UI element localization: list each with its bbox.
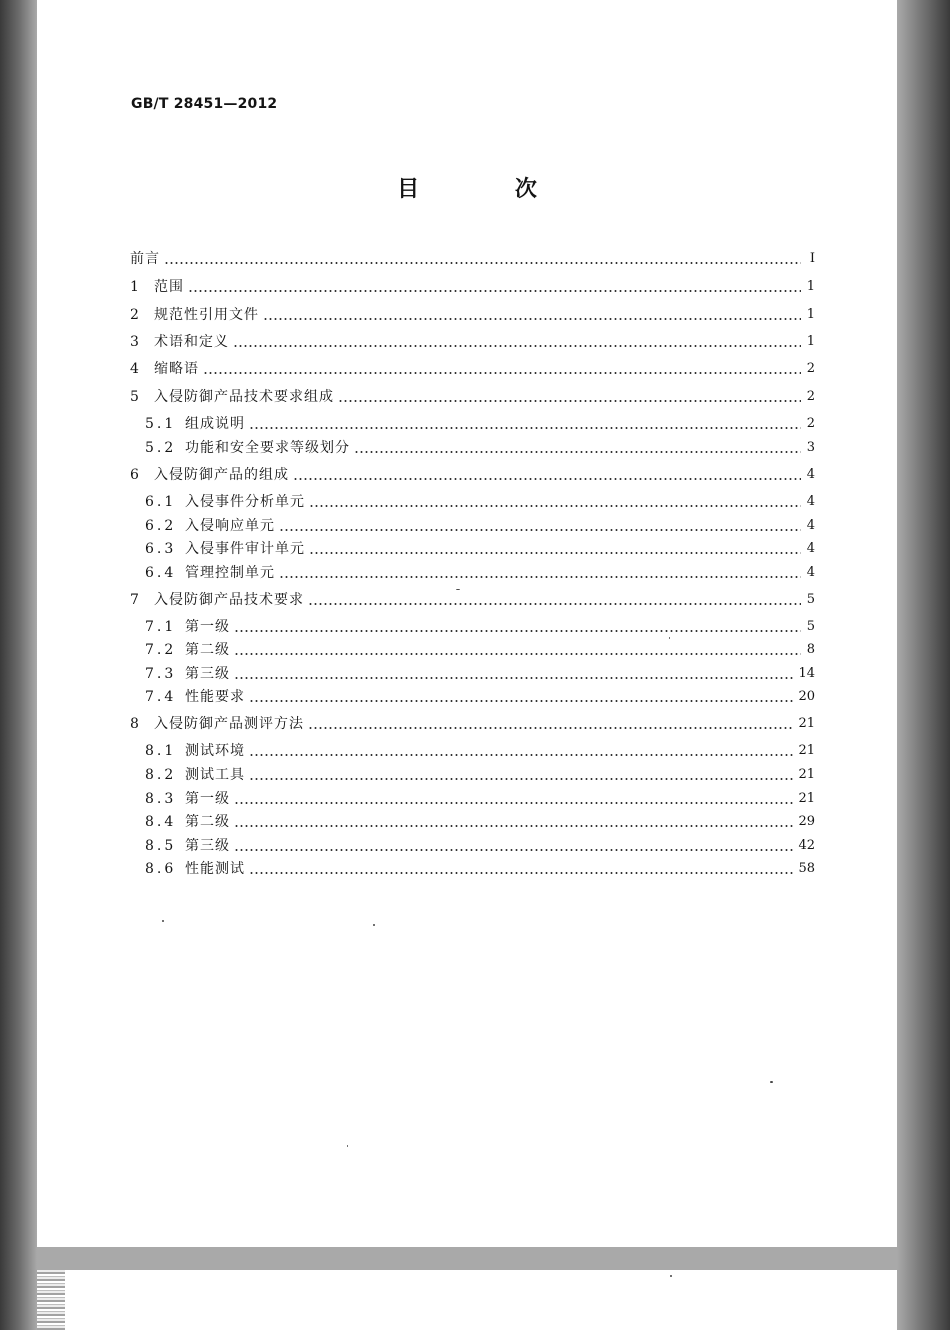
toc-entry-number: 6 <box>130 467 139 483</box>
toc-entry-label: 测试环境 <box>185 743 245 759</box>
toc-entry-page: 1 <box>806 307 815 322</box>
toc-entry-label: 范围 <box>154 279 184 295</box>
toc-entry-page: 58 <box>798 861 815 876</box>
dot-leader <box>249 754 794 756</box>
toc-entry-label: 规范性引用文件 <box>154 307 259 323</box>
toc-entry-label: 前言 <box>130 251 160 267</box>
toc-entry-page: 5 <box>806 592 815 607</box>
dot-leader <box>309 505 801 507</box>
toc-title: 目 次 <box>397 177 581 202</box>
toc-entry-label: 入侵响应单元 <box>185 518 275 534</box>
dot-leader <box>263 318 801 320</box>
toc-entry[interactable] <box>130 387 815 407</box>
scan-speck <box>770 1081 773 1083</box>
dot-leader <box>203 372 801 374</box>
toc-entry-page: 20 <box>798 689 815 704</box>
toc-entry[interactable] <box>130 332 815 352</box>
toc-entry[interactable] <box>145 859 815 879</box>
dot-leader <box>354 451 801 453</box>
toc-entry-page: 2 <box>806 389 815 404</box>
toc-entry-number: 2 <box>130 307 139 323</box>
toc-entry-page: 21 <box>798 743 815 758</box>
toc-entry-label: 术语和定义 <box>154 334 229 350</box>
toc-entry-page: I <box>809 251 815 266</box>
toc-entry-number: 8.6 <box>145 861 177 877</box>
toc-entry-page: 29 <box>798 814 815 829</box>
dot-leader <box>249 700 794 702</box>
dot-leader <box>164 262 801 264</box>
toc-entry-page: 42 <box>798 838 815 853</box>
dot-leader <box>249 778 794 780</box>
toc-entry-number: 7.2 <box>145 642 177 658</box>
toc-entry-label: 组成说明 <box>185 416 245 432</box>
toc-entry-label: 入侵防御产品技术要求 <box>154 592 304 608</box>
toc-entry-page: 4 <box>806 518 815 533</box>
toc-entry-label: 第一级 <box>185 791 230 807</box>
toc-entry-page: 14 <box>798 666 815 681</box>
dot-leader <box>234 825 794 827</box>
standard-code: GB/T 28451—2012 <box>131 96 278 112</box>
document-page <box>37 0 897 1247</box>
dot-leader <box>234 630 801 632</box>
toc-entry-label: 入侵事件审计单元 <box>185 541 305 557</box>
toc-entry-page: 1 <box>806 334 815 349</box>
dot-leader <box>188 290 801 292</box>
toc-entry-number: 7.1 <box>145 619 177 635</box>
toc-entry-number: 8.1 <box>145 743 177 759</box>
toc-entry-label: 入侵事件分析单元 <box>185 494 305 510</box>
toc-entry[interactable] <box>130 714 815 734</box>
dot-leader <box>233 345 801 347</box>
dot-leader <box>309 552 801 554</box>
toc-entry[interactable] <box>130 359 815 379</box>
toc-entry-number: 8.2 <box>145 767 177 783</box>
toc-entry[interactable] <box>145 640 815 660</box>
toc-entry-number: 6.1 <box>145 494 177 510</box>
toc-entry-page: 8 <box>806 642 815 657</box>
toc-entry[interactable] <box>145 539 815 559</box>
dot-leader <box>234 677 794 679</box>
toc-entry-page: 4 <box>806 494 815 509</box>
toc-entry[interactable] <box>145 617 815 637</box>
dot-leader <box>308 727 794 729</box>
toc-entry-number: 7 <box>130 592 139 608</box>
toc-entry-page: 4 <box>806 565 815 580</box>
scan-speck <box>347 1145 348 1147</box>
toc-entry-page: 1 <box>806 279 815 294</box>
dot-leader <box>249 872 794 874</box>
toc-entry[interactable] <box>145 414 815 434</box>
toc-entry-page: 2 <box>806 416 815 431</box>
toc-entry-number: 7.4 <box>145 689 177 705</box>
toc-entry-page: 21 <box>798 791 815 806</box>
scan-speck <box>456 589 460 590</box>
toc-entry[interactable] <box>145 765 815 785</box>
dot-leader <box>234 802 794 804</box>
toc-entry-label: 第二级 <box>185 642 230 658</box>
scan-speck <box>373 924 375 926</box>
toc-entry[interactable] <box>130 590 815 610</box>
toc-entry-number: 4 <box>130 361 139 377</box>
toc-entry[interactable] <box>145 789 815 809</box>
toc-entry-number: 1 <box>130 279 139 295</box>
toc-entry-label: 第二级 <box>185 814 230 830</box>
toc-entry-label: 缩略语 <box>154 361 199 377</box>
toc-entry-label: 测试工具 <box>185 767 245 783</box>
dot-leader <box>308 603 801 605</box>
toc-entry[interactable] <box>130 465 815 485</box>
toc-entry-number: 5.2 <box>145 440 177 456</box>
toc-entry[interactable] <box>145 836 815 856</box>
dot-leader <box>234 849 794 851</box>
scan-speck <box>670 1275 672 1277</box>
toc-entry-number: 8.5 <box>145 838 177 854</box>
toc-entry-number: 8 <box>130 716 139 732</box>
dot-leader <box>279 576 801 578</box>
toc-entry-number: 6.3 <box>145 541 177 557</box>
toc-entry-page: 21 <box>798 716 815 731</box>
toc-entry-label: 功能和安全要求等级划分 <box>185 440 350 456</box>
toc-entry-number: 5.1 <box>145 416 177 432</box>
toc-entry-label: 第三级 <box>185 666 230 682</box>
dot-leader <box>234 653 801 655</box>
toc-entry-label: 性能要求 <box>185 689 245 705</box>
toc-entry-label: 第三级 <box>185 838 230 854</box>
toc-entry-number: 6.4 <box>145 565 177 581</box>
scan-speck <box>162 920 164 922</box>
toc-entry-label: 管理控制单元 <box>185 565 275 581</box>
toc-entry-page: 4 <box>806 467 815 482</box>
toc-entry-page: 4 <box>806 541 815 556</box>
toc-entry-label: 入侵防御产品技术要求组成 <box>154 389 334 405</box>
scan-speck <box>669 637 670 639</box>
toc-entry-number: 8.4 <box>145 814 177 830</box>
toc-entry-number: 7.3 <box>145 666 177 682</box>
toc-entry-page: 3 <box>806 440 815 455</box>
toc-entry-label: 第一级 <box>185 619 230 635</box>
toc-entry-page: 2 <box>806 361 815 376</box>
dot-leader <box>279 529 801 531</box>
toc-entry[interactable] <box>145 492 815 512</box>
toc-entry[interactable] <box>145 687 815 707</box>
toc-entry-page: 21 <box>798 767 815 782</box>
scan-edge-noise <box>37 1270 65 1330</box>
toc-entry[interactable] <box>145 812 815 832</box>
toc-entry[interactable] <box>145 741 815 761</box>
toc-entry-label: 性能测试 <box>185 861 245 877</box>
toc-entry-page: 5 <box>806 619 815 634</box>
toc-entry-number: 3 <box>130 334 139 350</box>
toc-entry[interactable] <box>130 249 815 269</box>
dot-leader <box>338 400 801 402</box>
toc-entry-label: 入侵防御产品的组成 <box>154 467 289 483</box>
toc-entry[interactable] <box>145 563 815 583</box>
toc-entry[interactable] <box>130 305 815 325</box>
dot-leader <box>293 478 801 480</box>
toc-entry[interactable] <box>130 277 815 297</box>
table-of-contents <box>37 0 897 1247</box>
toc-entry[interactable] <box>145 664 815 684</box>
toc-entry-label: 入侵防御产品测评方法 <box>154 716 304 732</box>
toc-entry-number: 6.2 <box>145 518 177 534</box>
toc-entry[interactable] <box>145 516 815 536</box>
toc-entry-number: 5 <box>130 389 139 405</box>
dot-leader <box>249 427 801 429</box>
next-page-edge <box>37 1270 897 1330</box>
toc-entry[interactable] <box>145 438 815 458</box>
toc-entry-number: 8.3 <box>145 791 177 807</box>
